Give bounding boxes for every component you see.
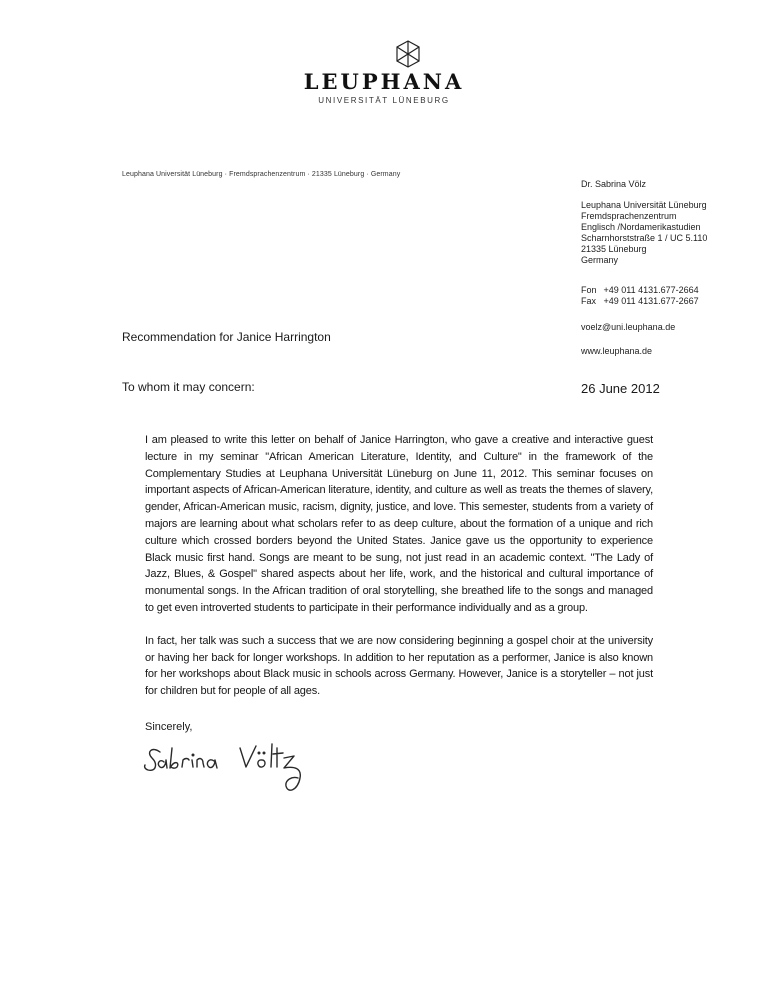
phone-label: Fon xyxy=(581,285,597,295)
address-line: Germany xyxy=(581,255,619,265)
body-paragraph: I am pleased to write this letter on behalf of Janice Harrington, who gave a creative and interactive guest lecture in my seminar "African American Literature, Identity, and Culture" in the framework of the Complementary Studies at Leuphana Universität Lüneburg on June 11, 2012. This seminar focuses on important aspects of African-American literature, identity, and culture as well as treats the themes of slavery, gender, African-American music, racism, dignity, justice, and love. This semester, students from a variety of majors are learning about what scholars refer to as deep culture, about the formation of a unique and rich culture which crossed borders beyond the United States. Janice gave us the opportunity to experience Black music first hand. Songs are meant to be sung, not just read in an academic context. "The Lady of Jazz, Blues, & Gospel" shared aspects about her life, work, and the historical and cultural importance of monumental songs. In the African tradition of oral storytelling, she breathed life to the songs and managed to get even introverted students to participate in their performance individually and as a group. xyxy=(145,434,653,614)
letter-salutation: To whom it may concern: xyxy=(122,380,255,394)
address-line: Scharnhorststraße 1 / UC 5.110 xyxy=(581,233,708,243)
body-paragraph: In fact, her talk was such a success that we are now considering beginning a gospel choir at the university or having her back for longer workshops. In addition to her reputation as a performer, Janice is also known for her workshops about Black music in schools across Germany. However, Janice is a storyteller – not just for children but for people of all ages. xyxy=(145,634,653,698)
phone-row xyxy=(581,285,699,296)
sender-address-line: Leuphana Universität Lüneburg · Fremdsprachenzentrum · 21335 Lüneburg · Germany xyxy=(122,171,401,178)
letter-subject: Recommendation for Janice Harrington xyxy=(122,330,331,344)
fax-row xyxy=(581,296,699,307)
contact-email: voelz@uni.leuphana.de xyxy=(581,322,676,332)
letter-date: 26 June 2012 xyxy=(581,381,660,396)
phone-number: +49 011 4131.677-2664 xyxy=(603,285,699,295)
letter-closing: Sincerely, xyxy=(145,721,193,733)
contact-address xyxy=(581,200,707,266)
address-line: Fremdsprachenzentrum xyxy=(581,211,677,221)
address-line: Englisch /Nordamerikastudien xyxy=(581,222,701,232)
brand-subtitle: UNIVERSITÄT LÜNEBURG xyxy=(318,96,450,105)
letter-body xyxy=(145,432,653,700)
contact-name: Dr. Sabrina Völz xyxy=(581,179,647,189)
address-line: 21335 Lüneburg xyxy=(581,244,647,254)
leuphana-logo-icon xyxy=(396,40,420,68)
brand-name: LEUPHANA xyxy=(303,69,465,94)
fax-number: +49 011 4131.677-2667 xyxy=(603,296,699,306)
address-line: Leuphana Universität Lüneburg xyxy=(581,200,707,210)
fax-label: Fax xyxy=(581,296,597,306)
contact-website: www.leuphana.de xyxy=(581,346,653,356)
contact-phones xyxy=(581,285,699,307)
handwritten-signature xyxy=(142,738,332,800)
